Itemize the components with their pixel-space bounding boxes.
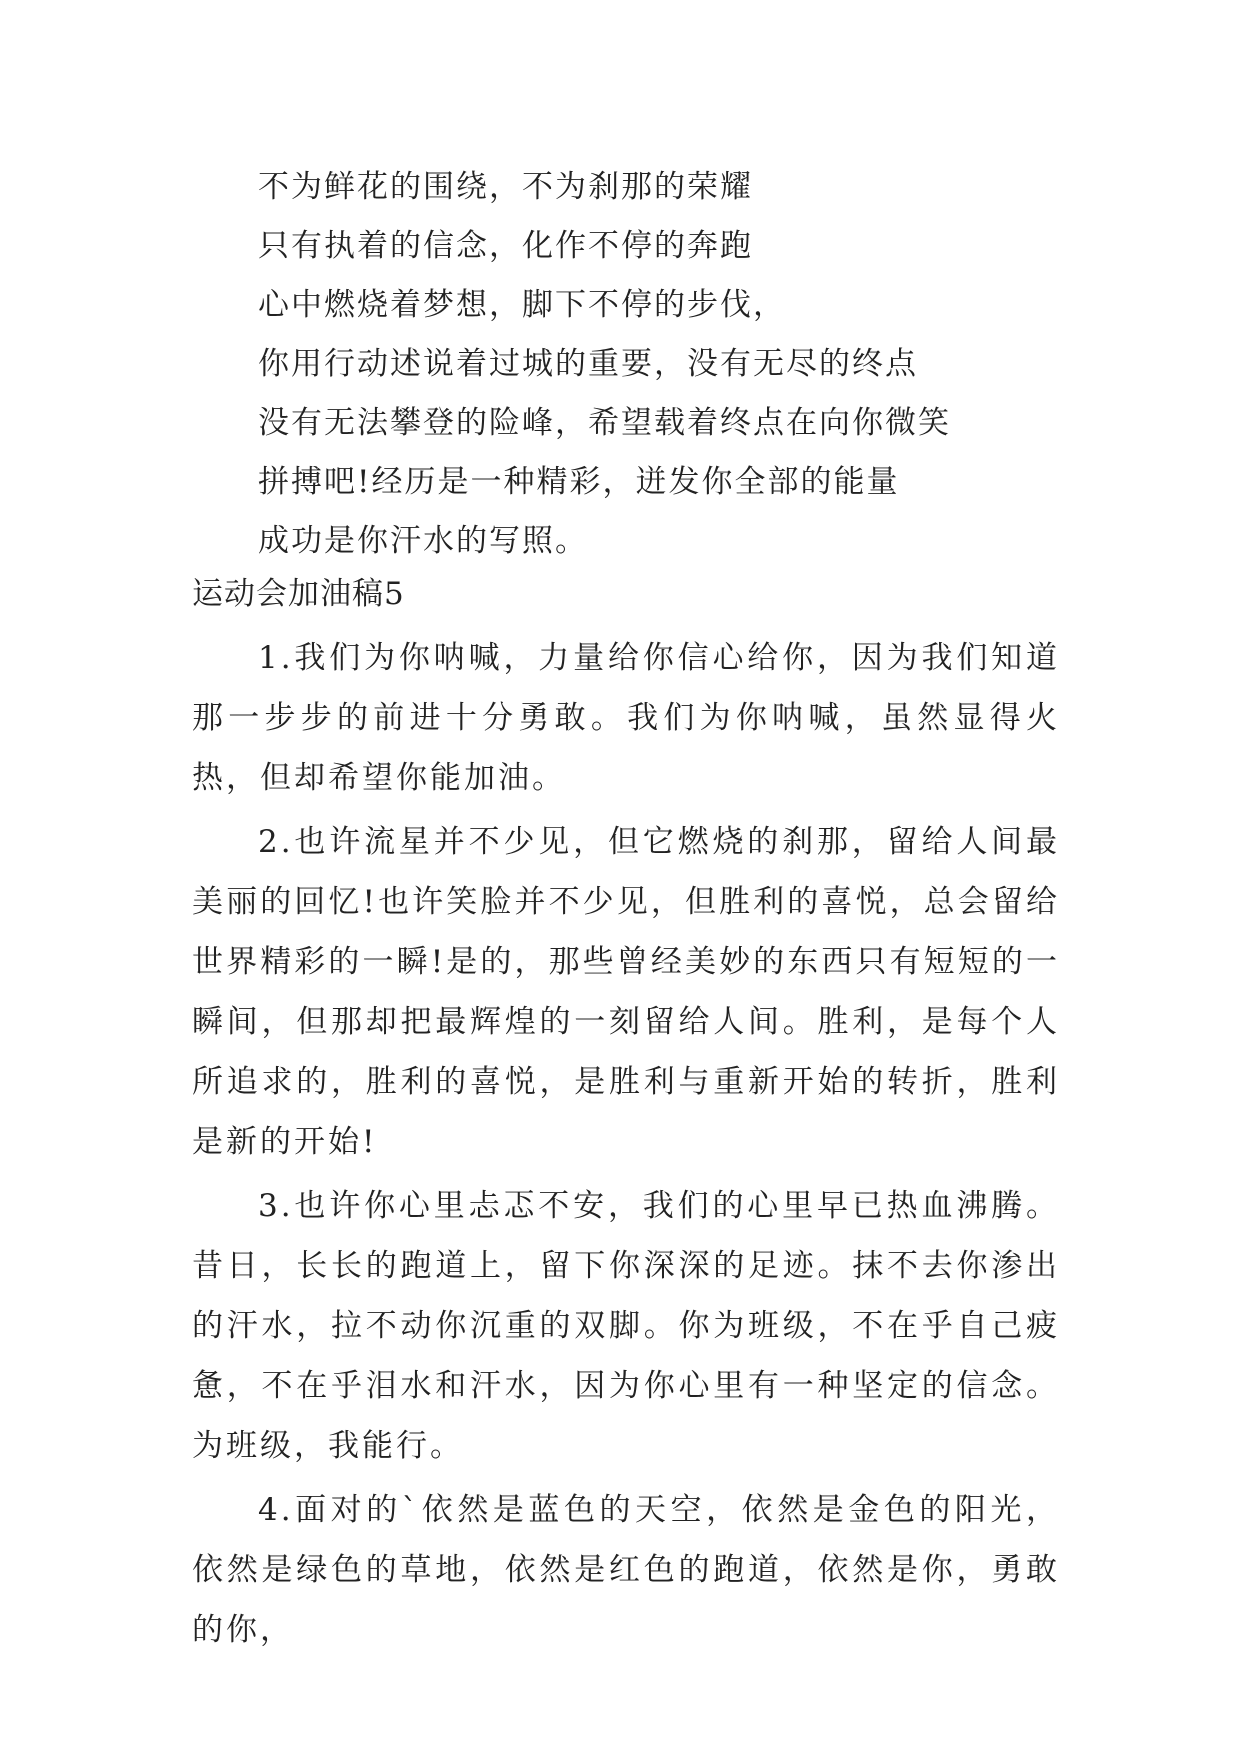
poem-line: 拼搏吧!经历是一种精彩，迸发你全部的能量 — [258, 464, 900, 500]
poem-block — [258, 158, 1058, 571]
paragraph-3: 3.也许你心里忐忑不安，我们的心里早已热血沸腾。昔日，长长的跑道上，留下你深深的足迹。抹不去你渗出的汗水，拉不动你沉重的双脚。你为班级，不在乎自己疲惫，不在乎泪水和汗水，因为你心里有一种坚定的信念。为班级，我能行。 — [192, 1188, 1060, 1464]
paragraph-2: 2.也许流星并不少见，但它燃烧的刹那，留给人间最美丽的回忆!也许笑脸并不少见，但胜利的喜悦，总会留给世界精彩的一瞬!是的，那些曾经美妙的东西只有短短的一瞬间，但那却把最辉煌的一刻留给人间。胜利，是每个人所追求的，胜利的喜悦，是胜利与重新开始的转折，胜利是新的开始! — [192, 824, 1060, 1160]
paragraph-4: 4.面对的`依然是蓝色的天空，依然是金色的阳光，依然是绿色的草地，依然是红色的跑道，依然是你，勇敢的你， — [192, 1492, 1060, 1648]
poem-line: 不为鲜花的围绕，不为刹那的荣耀 — [258, 169, 753, 205]
section-heading: 运动会加油稿5 — [192, 576, 405, 612]
section-body — [192, 628, 1060, 1664]
paragraph-1: 1.我们为你呐喊，力量给你信心给你，因为我们知道那一步步的前进十分勇敢。我们为你呐喊，虽然显得火热，但却希望你能加油。 — [192, 640, 1060, 796]
poem-line: 只有执着的信念，化作不停的奔跑 — [258, 228, 753, 264]
poem-line: 成功是你汗水的写照。 — [258, 523, 588, 559]
poem-line: 你用行动述说着过城的重要，没有无尽的终点 — [258, 346, 918, 382]
poem-line: 心中燃烧着梦想，脚下不停的步伐， — [258, 287, 786, 323]
poem-line: 没有无法攀登的险峰，希望载着终点在向你微笑 — [258, 405, 951, 441]
